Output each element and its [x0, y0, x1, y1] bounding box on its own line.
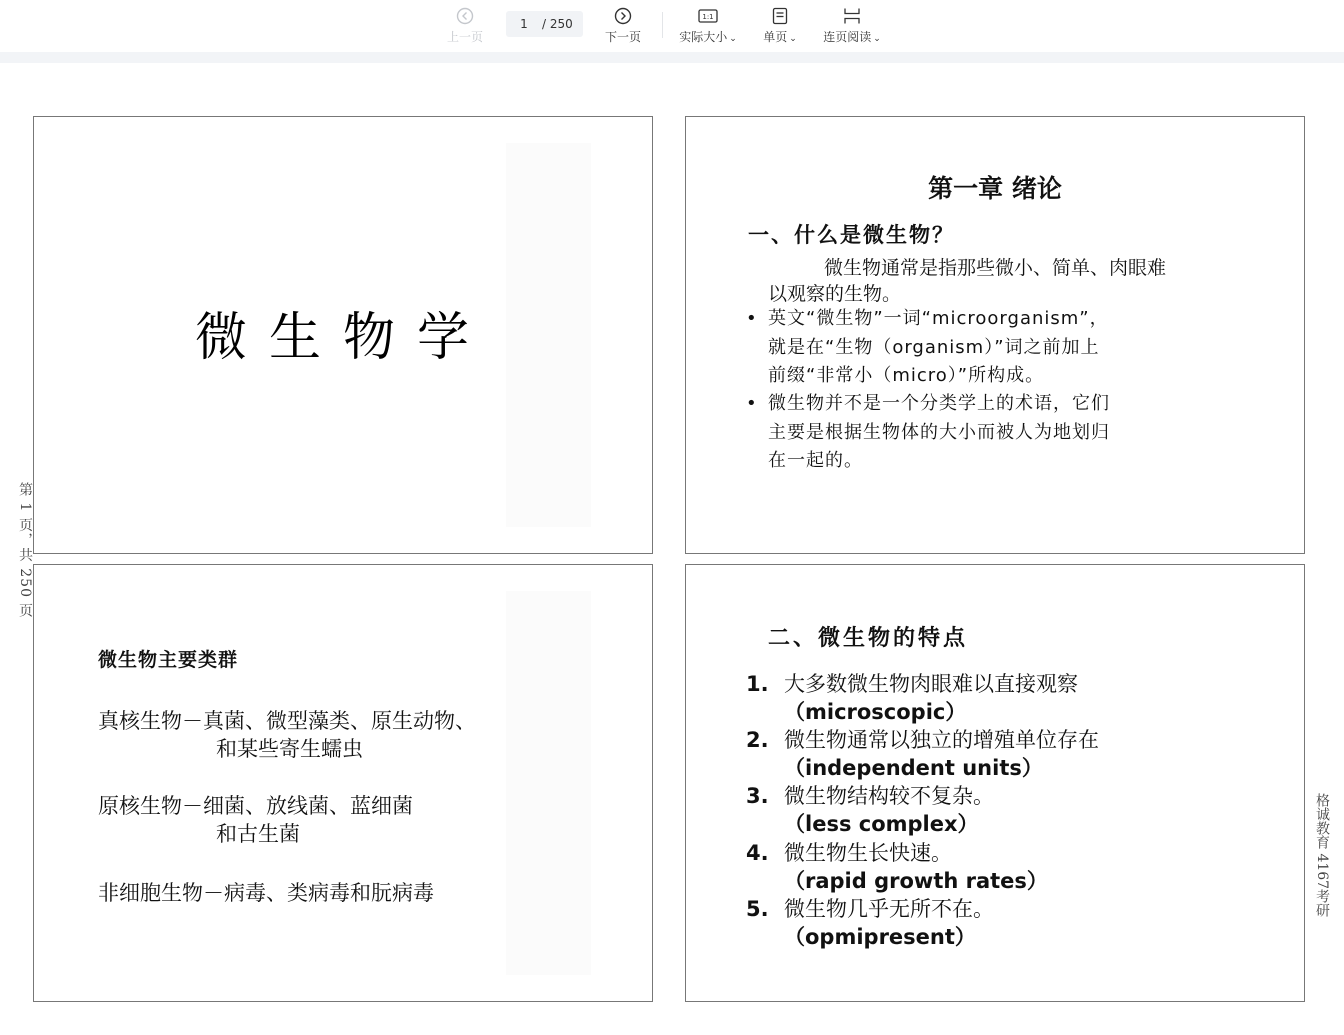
page-number-box[interactable]	[506, 11, 583, 37]
feature-item: 3. 微生物结构较不复杂。 （less complex）	[746, 784, 994, 836]
continuous-label: 连页阅读	[823, 30, 872, 44]
feature-item: 4. 微生物生长快速。 （rapid growth rates）	[746, 841, 1048, 893]
next-page-label: 下一页	[604, 30, 641, 44]
slide-shade	[506, 591, 591, 975]
chevron-down-icon: ⌄	[789, 34, 797, 44]
slide-2	[685, 116, 1305, 554]
groups-heading: 微生物主要类群	[98, 649, 239, 671]
slide-3	[33, 564, 653, 1002]
acellular-line: 非细胞生物－病毒、类病毒和朊病毒	[98, 881, 434, 905]
continuous-reading-button[interactable]	[820, 6, 884, 48]
reader-toolbar	[0, 0, 1344, 52]
slide-4	[685, 564, 1305, 1002]
single-page-button[interactable]	[760, 6, 800, 48]
current-page-input[interactable]: 1	[520, 17, 528, 31]
definition-paragraph: 微生物通常是指那些微小、简单、肉眼难 以观察的生物。	[768, 257, 1167, 305]
prokaryote-line-cont: 和古生菌	[216, 822, 300, 846]
feature-item: 5. 微生物几乎无所不在。 （opmipresent）	[746, 897, 994, 949]
single-page-label: 单页	[763, 30, 788, 44]
bullet-dot: •	[746, 308, 758, 329]
chevron-down-icon: ⌄	[729, 34, 737, 44]
bullet-dot: •	[746, 393, 758, 414]
feature-item: 1. 大多数微生物肉眼难以直接观察 （microscopic）	[746, 672, 1078, 724]
feature-item: 2. 微生物通常以独立的增殖单位存在 （independent units）	[746, 728, 1099, 780]
svg-text:1:1: 1:1	[702, 13, 714, 21]
prev-page-label: 上一页	[446, 30, 483, 44]
next-page-button[interactable]	[602, 6, 644, 48]
watermark-text: 格诚教育 4167考研	[1314, 793, 1330, 918]
slide-title: 微生物学	[194, 308, 491, 368]
total-pages: / 250	[542, 17, 573, 31]
eukaryote-line: 真核生物－真菌、微型藻类、原生动物、	[98, 709, 476, 733]
toolbar-divider	[662, 12, 663, 38]
prokaryote-line: 原核生物－细菌、放线菌、蓝细菌	[98, 794, 413, 818]
page-counter: 第 1 页，共 250 页	[17, 482, 33, 619]
prev-page-button[interactable]	[444, 6, 486, 48]
bullet-item: • 微生物并不是一个分类学上的术语，它们 主要是根据生物体的大小而被人为地划归 在一起的。	[746, 390, 1206, 476]
chevron-right-circle-icon	[614, 6, 632, 26]
chapter-heading: 第一章 绪论	[928, 174, 1062, 203]
slide-1	[33, 116, 653, 554]
chevron-left-circle-icon	[456, 6, 474, 26]
section-heading: 一、什么是微生物？	[748, 223, 955, 247]
zoom-actual-size-button[interactable]	[676, 6, 740, 48]
eukaryote-line-cont: 和某些寄生蠕虫	[216, 737, 363, 761]
chevron-down-icon: ⌄	[873, 34, 881, 44]
toolbar-separator	[0, 52, 1344, 63]
features-heading: 二、微生物的特点	[768, 626, 969, 651]
continuous-scroll-icon	[843, 6, 861, 26]
bullet-item: • 英文“微生物”一词“microorganism”， 就是在“生物（organism）”词之前加上 前缀“非常小（micro）”所构成。	[746, 305, 1206, 391]
actual-size-icon	[698, 6, 718, 26]
zoom-label: 实际大小	[679, 30, 728, 44]
single-page-icon	[772, 6, 788, 26]
